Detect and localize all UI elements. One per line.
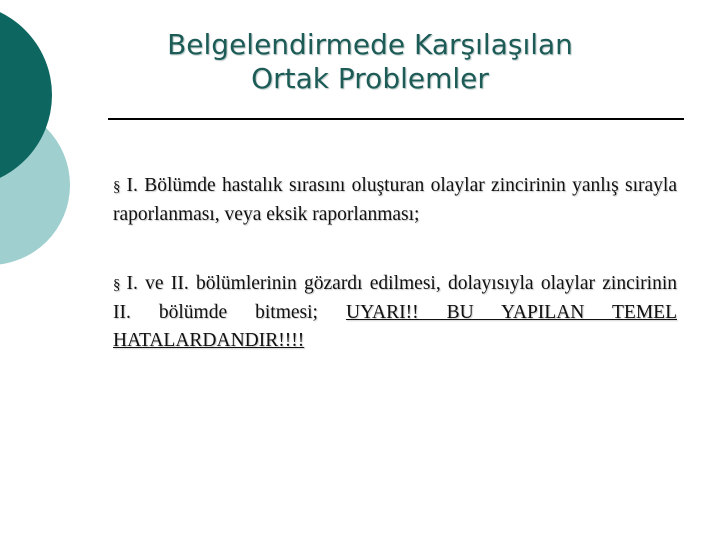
title-divider	[108, 118, 684, 120]
bullet-text-1: I. Bölümde hastalık sırasını oluşturan olaylar zincirinin yanlış sırayla raporlanması, veya eksik raporlanması;	[113, 175, 677, 225]
warning-text: UYARI!! BU YAPILAN TEMEL HATALARDANDIR!!!!	[113, 302, 678, 351]
bullet-marker-icon: §	[113, 179, 121, 195]
decorative-circles	[0, 0, 120, 300]
title-line-2: Ortak Problemler	[251, 62, 489, 95]
slide-title	[120, 28, 620, 96]
bullet-item-2	[113, 270, 677, 355]
bullet-marker-icon: §	[113, 277, 121, 293]
bullet-text-2: I. ve II. bölümlerinin gözardı edilmesi, dolayısıyla olaylar zincirinin II. bölümde bitmesi;	[113, 273, 677, 323]
title-line-1: Belgelendirmede Karşılaşılan	[167, 28, 573, 61]
bullet-item-1	[113, 172, 677, 229]
